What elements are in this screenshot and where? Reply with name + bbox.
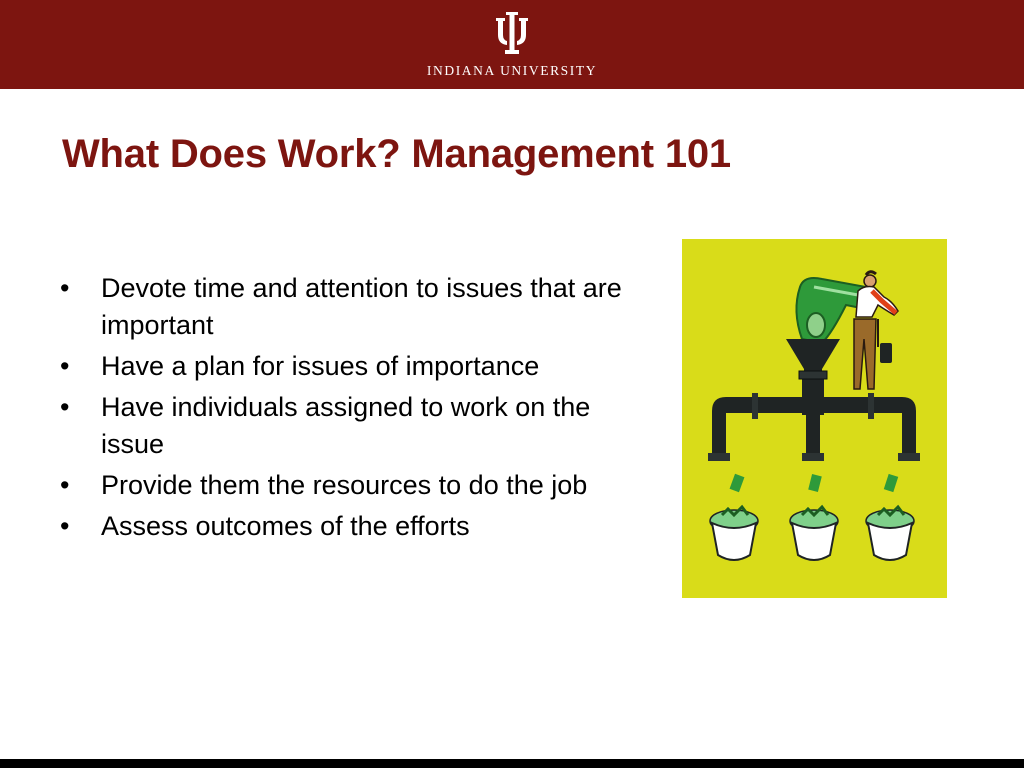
money-funnel-pipes-clipart (682, 239, 947, 598)
university-name: INDIANA UNIVERSITY (426, 63, 598, 78)
bullet-marker: • (60, 470, 70, 500)
bullet-marker: • (60, 392, 70, 422)
slide-title: What Does Work? Management 101 (62, 132, 731, 176)
bullet-marker: • (60, 273, 70, 303)
bullet-text: Have individuals assigned to work on the issue (101, 392, 591, 459)
header-banner (0, 0, 1024, 89)
bullet-list (60, 270, 630, 549)
bullet-item (60, 270, 630, 344)
bullet-marker: • (60, 511, 70, 541)
bullet-item (60, 508, 630, 545)
footer-bar (0, 759, 1024, 768)
bullet-item (60, 467, 630, 504)
bullet-text: Have a plan for issues of importance (101, 351, 540, 381)
money-funnel-illustration (682, 239, 947, 598)
bullet-text: Devote time and attention to issues that are important (101, 273, 622, 340)
trident-logo-icon (490, 10, 534, 56)
bullet-item (60, 389, 630, 463)
bullet-item (60, 348, 630, 385)
bullet-text: Assess outcomes of the efforts (101, 511, 470, 541)
bullet-text: Provide them the resources to do the job (101, 470, 588, 500)
bullet-marker: • (60, 351, 70, 381)
